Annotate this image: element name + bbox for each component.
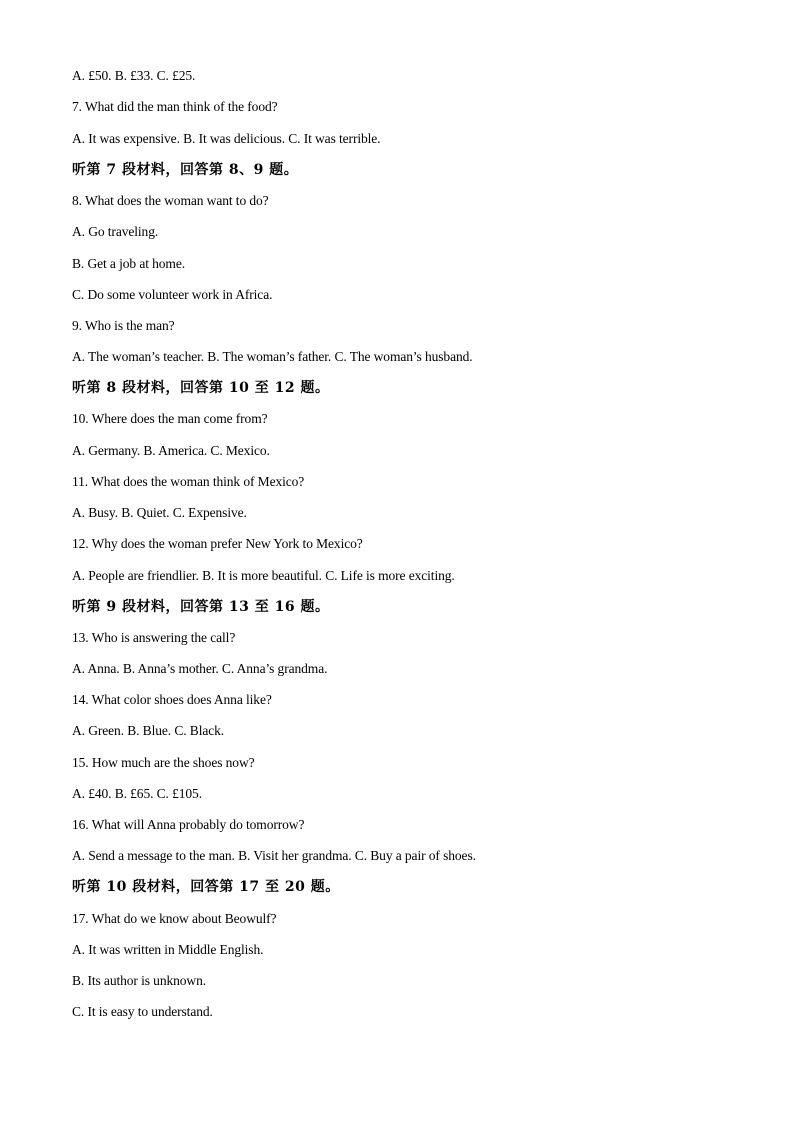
option-line: A. Anna. B. Anna’s mother. C. Anna’s grandma.	[72, 661, 328, 676]
option-line: A. People are friendlier. B. It is more beautiful. C. Life is more exciting.	[72, 568, 455, 583]
option-line: A. Green. B. Blue. C. Black.	[72, 723, 225, 738]
question-line: 9. Who is the man?	[72, 318, 175, 333]
question-line: 11. What does the woman think of Mexico?	[72, 474, 305, 489]
section-heading: 听第 7 段材料，回答第 8、9 题。	[72, 162, 299, 178]
option-line: A. £50. B. £33. C. £25.	[72, 68, 196, 83]
option-line: A. Busy. B. Quiet. C. Expensive.	[72, 505, 247, 520]
option-line: A. Go traveling.	[72, 224, 159, 239]
option-line: B. Its author is unknown.	[72, 973, 206, 988]
question-line: 8. What does the woman want to do?	[72, 193, 269, 208]
option-line: B. Get a job at home.	[72, 256, 185, 271]
question-line: 13. Who is answering the call?	[72, 630, 236, 645]
question-line: 15. How much are the shoes now?	[72, 755, 255, 770]
option-line: A. It was expensive. B. It was delicious. C. It was terrible.	[72, 131, 381, 146]
question-line: 7. What did the man think of the food?	[72, 99, 278, 114]
option-line: C. Do some volunteer work in Africa.	[72, 287, 273, 302]
option-line: A. £40. B. £65. C. £105.	[72, 786, 202, 801]
section-heading: 听第 8 段材料，回答第 10 至 12 题。	[72, 380, 330, 396]
section-heading: 听第 9 段材料，回答第 13 至 16 题。	[72, 599, 330, 615]
question-line: 17. What do we know about Beowulf?	[72, 911, 277, 926]
question-line: 10. Where does the man come from?	[72, 411, 268, 426]
option-line: C. It is easy to understand.	[72, 1004, 213, 1019]
option-line: A. Send a message to the man. B. Visit her grandma. C. Buy a pair of shoes.	[72, 848, 476, 863]
question-line: 12. Why does the woman prefer New York to Mexico?	[72, 536, 363, 551]
option-line: A. It was written in Middle English.	[72, 942, 264, 957]
option-line: A. The woman’s teacher. B. The woman’s father. C. The woman’s husband.	[72, 349, 473, 364]
section-heading: 听第 10 段材料，回答第 17 至 20 题。	[72, 879, 340, 895]
question-line: 14. What color shoes does Anna like?	[72, 692, 272, 707]
option-line: A. Germany. B. America. C. Mexico.	[72, 443, 270, 458]
question-line: 16. What will Anna probably do tomorrow?	[72, 817, 305, 832]
